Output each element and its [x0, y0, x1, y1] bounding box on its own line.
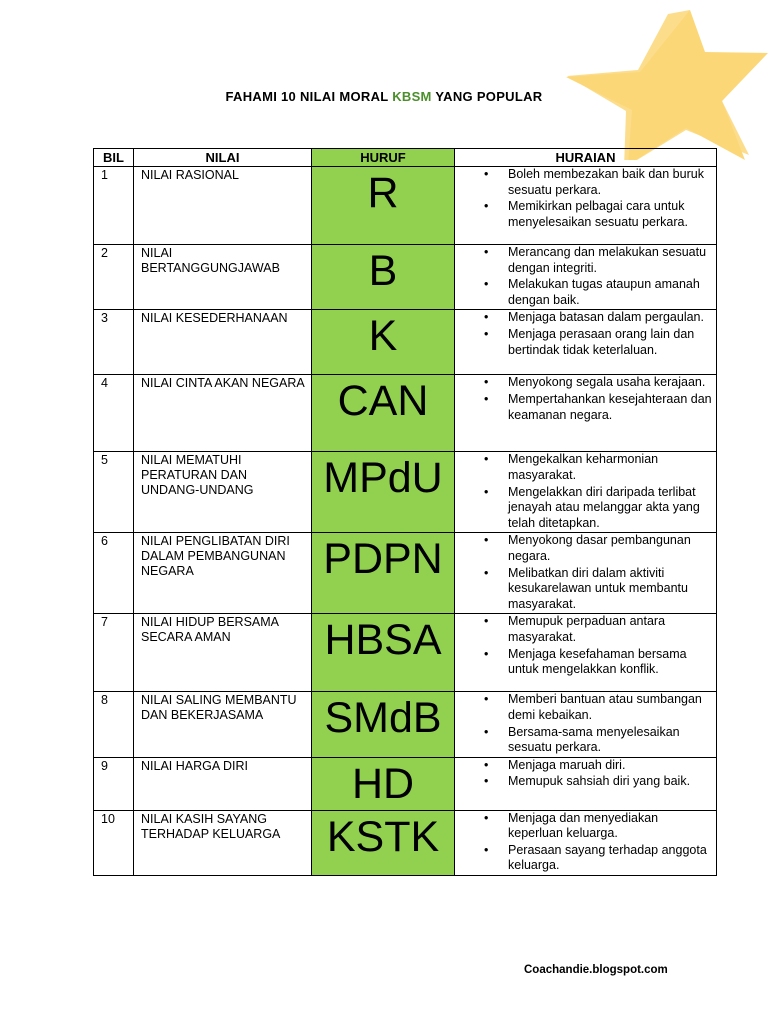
table-row — [94, 375, 717, 452]
huraian-list — [455, 758, 716, 790]
header-bil: BIL — [94, 149, 134, 167]
table-row — [94, 810, 717, 875]
huraian-list — [455, 614, 716, 677]
huraian-item: • Menyokong dasar pembangunan negara. — [508, 533, 716, 564]
row-nilai: NILAI MEMATUHI PERATURAN DAN UNDANG-UNDANG — [134, 452, 312, 533]
huraian-list — [455, 167, 716, 230]
row-huruf: R — [312, 167, 455, 245]
row-nilai: NILAI HARGA DIRI — [134, 757, 312, 810]
huraian-item: • Menjaga maruah diri. — [508, 758, 716, 774]
row-nilai: NILAI BERTANGGUNGJAWAB — [134, 245, 312, 310]
huraian-list — [455, 245, 716, 308]
row-huraian — [455, 692, 717, 757]
huraian-item: • Memupuk sahsiah diri yang baik. — [508, 774, 716, 790]
huraian-list — [455, 310, 716, 358]
row-nilai: NILAI KASIH SAYANG TERHADAP KELUARGA — [134, 810, 312, 875]
huraian-item: • Menjaga kesefahaman bersama untuk mengelakkan konflik. — [508, 647, 716, 678]
row-bil: 7 — [94, 614, 134, 692]
huraian-item: • Boleh membezakan baik dan buruk sesuatu perkara. — [508, 167, 716, 198]
row-huruf: B — [312, 245, 455, 310]
row-huraian — [455, 614, 717, 692]
huraian-item: • Menjaga batasan dalam pergaulan. — [508, 310, 716, 326]
row-huruf: MPdU — [312, 452, 455, 533]
huraian-item: • Memikirkan pelbagai cara untuk menyelesaikan sesuatu perkara. — [508, 199, 716, 230]
row-bil: 2 — [94, 245, 134, 310]
row-huruf: KSTK — [312, 810, 455, 875]
huraian-item: • Melakukan tugas ataupun amanah dengan baik. — [508, 277, 716, 308]
huraian-item: • Melibatkan diri dalam aktiviti kesukarelawan untuk membantu masyarakat. — [508, 566, 716, 613]
huraian-item: • Bersama-sama menyelesaikan sesuatu perkara. — [508, 725, 716, 756]
row-nilai: NILAI PENGLIBATAN DIRI DALAM PEMBANGUNAN NEGARA — [134, 533, 312, 614]
row-bil: 6 — [94, 533, 134, 614]
huraian-item: • Memupuk perpaduan antara masyarakat. — [508, 614, 716, 645]
row-huraian — [455, 375, 717, 452]
table-row — [94, 757, 717, 810]
row-huruf: SMdB — [312, 692, 455, 757]
huraian-item: • Memberi bantuan atau sumbangan demi kebaikan. — [508, 692, 716, 723]
table-row — [94, 167, 717, 245]
row-huruf: HBSA — [312, 614, 455, 692]
huraian-list — [455, 533, 716, 612]
row-nilai: NILAI CINTA AKAN NEGARA — [134, 375, 312, 452]
row-huraian — [455, 533, 717, 614]
star-decoration — [0, 0, 768, 160]
table-row — [94, 245, 717, 310]
row-huraian — [455, 245, 717, 310]
huraian-list — [455, 375, 716, 423]
row-bil: 9 — [94, 757, 134, 810]
table-header-row — [94, 149, 717, 167]
table-row — [94, 452, 717, 533]
row-huraian — [455, 310, 717, 375]
row-huruf: PDPN — [312, 533, 455, 614]
row-nilai: NILAI RASIONAL — [134, 167, 312, 245]
table-row — [94, 310, 717, 375]
huraian-item: • Mempertahankan kesejahteraan dan keamanan negara. — [508, 392, 716, 423]
huraian-item: • Merancang dan melakukan sesuatu dengan integriti. — [508, 245, 716, 276]
row-huraian — [455, 452, 717, 533]
header-huruf: HURUF — [312, 149, 455, 167]
row-nilai: NILAI HIDUP BERSAMA SECARA AMAN — [134, 614, 312, 692]
footer-source: Coachandie.blogspot.com — [524, 964, 668, 976]
title-prefix: FAHAMI 10 NILAI MORAL — [225, 89, 393, 104]
row-bil: 8 — [94, 692, 134, 757]
row-bil: 5 — [94, 452, 134, 533]
huraian-item: • Mengelakkan diri daripada terlibat jenayah atau melanggar akta yang telah ditetapkan. — [508, 485, 716, 532]
header-huraian: HURAIAN — [455, 149, 717, 167]
table-row — [94, 614, 717, 692]
row-huruf: K — [312, 310, 455, 375]
huraian-item: • Perasaan sayang terhadap anggota keluarga. — [508, 843, 716, 874]
nilai-table — [93, 148, 717, 876]
huraian-list — [455, 452, 716, 531]
huraian-list — [455, 811, 716, 874]
title-highlight: KBSM — [392, 89, 432, 104]
row-bil: 10 — [94, 810, 134, 875]
huraian-item: • Menjaga dan menyediakan keperluan keluarga. — [508, 811, 716, 842]
page-title — [0, 89, 768, 104]
row-bil: 3 — [94, 310, 134, 375]
row-bil: 4 — [94, 375, 134, 452]
row-nilai: NILAI KESEDERHANAAN — [134, 310, 312, 375]
row-huraian — [455, 757, 717, 810]
row-bil: 1 — [94, 167, 134, 245]
row-huruf: HD — [312, 757, 455, 810]
table-row — [94, 692, 717, 757]
row-huraian — [455, 810, 717, 875]
huraian-list — [455, 692, 716, 755]
huraian-item: • Menjaga perasaan orang lain dan bertindak tidak keterlaluan. — [508, 327, 716, 358]
title-suffix: YANG POPULAR — [431, 89, 543, 104]
table-row — [94, 533, 717, 614]
row-nilai: NILAI SALING MEMBANTU DAN BEKERJASAMA — [134, 692, 312, 757]
row-huruf: CAN — [312, 375, 455, 452]
huraian-item: • Mengekalkan keharmonian masyarakat. — [508, 452, 716, 483]
huraian-item: • Menyokong segala usaha kerajaan. — [508, 375, 716, 391]
row-huraian — [455, 167, 717, 245]
header-nilai: NILAI — [134, 149, 312, 167]
